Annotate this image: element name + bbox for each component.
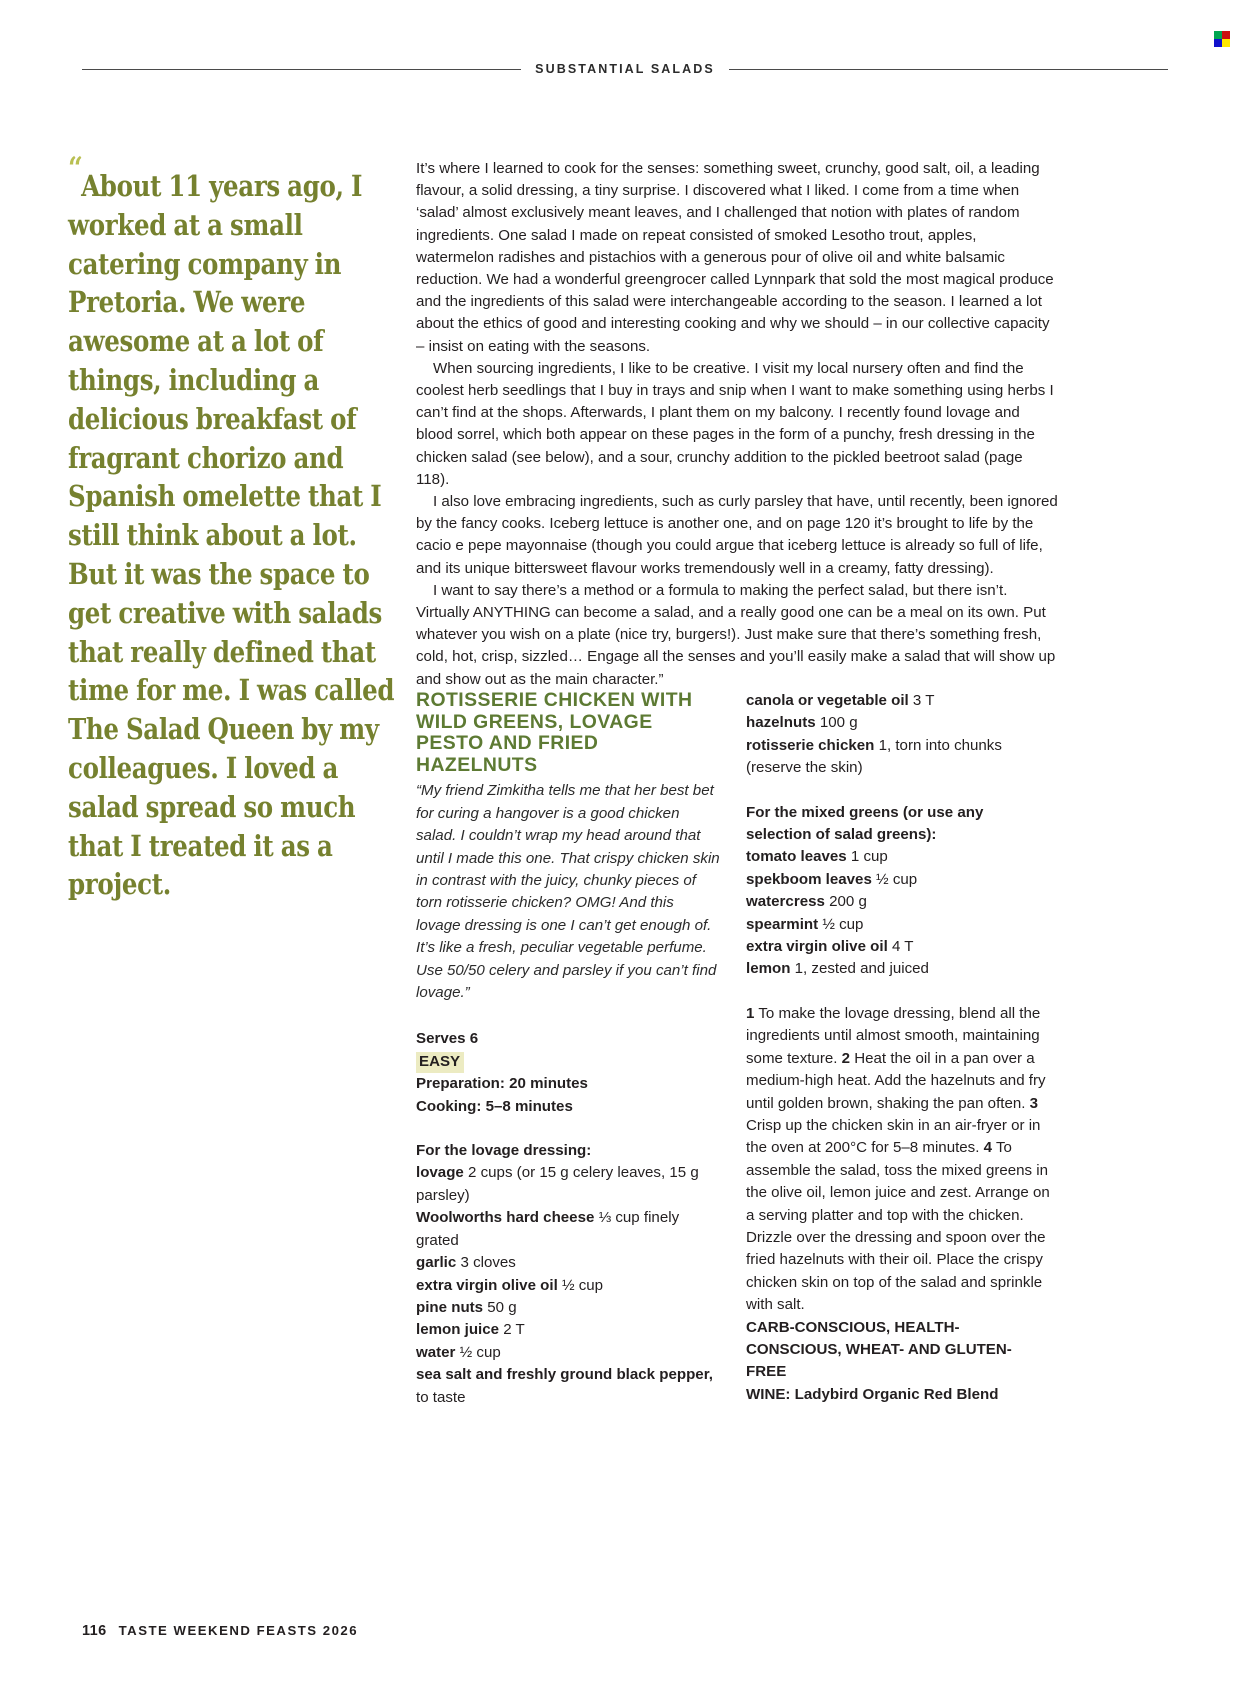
ingredient-quantity: ½ cup: [818, 915, 864, 933]
recipe-column-left: [416, 690, 722, 1409]
page-number: 116: [82, 1623, 107, 1639]
reg-mark-quadrant-yellow: [1222, 39, 1230, 47]
ingredient-name: tomato leaves: [746, 848, 847, 866]
ingredient-item: [416, 1364, 722, 1409]
ingredient-quantity: ⅓ cup finely grated: [416, 1209, 680, 1249]
ingredient-name: sea salt and freshly ground black pepper,: [416, 1366, 713, 1384]
ingredient-name: rotisserie chicken: [746, 736, 875, 754]
ingredient-item: [746, 869, 1052, 891]
recipe-preparation: Preparation: 20 minutes: [416, 1075, 588, 1093]
running-head-rule-left: [82, 69, 521, 70]
ingredient-name: lovage: [416, 1164, 464, 1182]
spacer: [746, 780, 1052, 802]
ingredient-quantity: 3 T: [908, 692, 935, 709]
ingredient-item: [746, 712, 1052, 734]
article-paragraph: When sourcing ingredients, I like to be creative. I visit my local nursery often and find the coolest herb seedlings that I buy in trays and snip when I want to make something using herbs I can’t find at the shops. Afterwards, I plant them on my balcony. I recently found lovage and blood sorrel, which both appear on these pages in the form of a punchy, fresh dressing in the chicken salad (see below), and a sour, crunchy addition to the pickled beetroot salad (page 118).: [416, 359, 1054, 488]
article-paragraph: I also love embracing ingredients, such as curly parsley that have, until recently, been ignored by the fancy cooks. Iceberg lettuce is another one, and on page 120 it’s brought to life by the cacio e pepe mayonnaise (though you could argue that iceberg lettuce is already so full of life, and its unique bittersweet flavour works tremendously well in a creamy, fatty dressing).: [416, 493, 1058, 577]
ingredient-quantity: 1, zested and juiced: [790, 960, 929, 978]
ingredient-name: garlic: [416, 1254, 457, 1272]
article-paragraph: I want to say there’s a method or a formula to making the perfect salad, but there isn’t. Virtually ANYTHING can become a salad, and a really good one can be a meal on its own. Put whatever you wish on a plate (nice try, burgers!). Just make sure that there’s something fresh, cold, hot, crisp, sizzled… Engage all the senses and you’ll easily make a salad that will show up and show out as the main character.”: [416, 581, 1056, 688]
ingredient-quantity: ½ cup: [557, 1276, 604, 1294]
ingredient-item: [746, 846, 1052, 868]
quote-mark-icon: “: [68, 151, 81, 186]
running-head: [82, 62, 1168, 76]
ingredient-item: [746, 735, 1052, 780]
ingredient-quantity: 50 g: [483, 1298, 517, 1316]
ingredient-name: spearmint: [746, 915, 819, 933]
spacer: [416, 1004, 722, 1028]
ingredient-item: [416, 1207, 722, 1252]
ingredient-quantity: 2 cups (or 15 g celery leaves, 15 g parsley): [416, 1164, 699, 1204]
main-ingredient-list: [746, 690, 1052, 780]
ingredient-name: lemon: [746, 960, 791, 978]
pull-quote: [68, 150, 399, 904]
method-step-text: To make the lovage dressing, blend all the ingredients until almost smooth, maintaining some texture.: [746, 1004, 1041, 1067]
recipe-intro: “My friend Zimkitha tells me that her best bet for curing a hangover is a good chicken salad. I couldn’t wrap my head around that until I made this one. That crispy chicken skin in contrast with the juicy, chunky pieces of torn rotisserie chicken? OMG! And this lovage dressing is one I can’t get enough of. It’s like a fresh, peculiar vegetable perfume. Use 50/50 celery and parsley if you can’t find lovage.”: [416, 782, 720, 1002]
ingredient-name: canola or vegetable oil: [746, 692, 909, 709]
ingredient-quantity: ½ cup: [455, 1343, 501, 1361]
ingredient-quantity: 200 g: [824, 893, 867, 911]
ingredient-item: [746, 958, 1052, 980]
dietary-notes: CARB-CONSCIOUS, HEALTH-CONSCIOUS, WHEAT- AND GLUTEN-FREE: [746, 1318, 1012, 1381]
ingredient-item: [416, 1319, 722, 1341]
ingredient-quantity: to taste: [416, 1388, 466, 1406]
recipe-difficulty-row: [416, 1051, 722, 1073]
method-step-text: Heat the oil in a pan over a medium-high heat. Add the hazelnuts and fry until golden brown, shaking the pan often.: [746, 1049, 1046, 1112]
ingredient-name: spekboom leaves: [746, 870, 872, 888]
ingredient-item: [416, 1252, 722, 1274]
pull-quote-text: About 11 years ago, I worked at a small catering company in Pretoria. We were awesome at a lot of things, including a delicious breakfast of fragrant chorizo and Spanish omelette that I still think about a lot. But it was the space to get creative with salads that really defined that time for me. I was called The Salad Queen by my colleagues. I loved a salad spread so much that I treated it as a project.: [68, 169, 395, 902]
ingredient-item: [746, 936, 1052, 958]
recipe-serves: Serves 6: [416, 1030, 479, 1048]
recipe-title: ROTISSERIE CHICKEN WITH WILD GREENS, LOVAGE PESTO AND FRIED HAZELNUTS: [416, 689, 693, 776]
reg-mark-quadrant-blue: [1214, 39, 1222, 47]
page-footer: [82, 1623, 358, 1639]
greens-heading: For the mixed greens (or use any selection of salad greens):: [746, 803, 984, 844]
publication-name: TASTE WEEKEND FEASTS 2026: [118, 1623, 359, 1638]
ingredient-quantity: 4 T: [887, 938, 914, 956]
spacer: [416, 1118, 722, 1140]
method-step-number: 3: [1029, 1094, 1039, 1112]
article-body: [416, 158, 1058, 691]
reg-mark-quadrant-red: [1222, 31, 1230, 39]
ingredient-name: Woolworths hard cheese: [416, 1209, 595, 1227]
running-head-title: SUBSTANTIAL SALADS: [535, 62, 715, 76]
ingredient-item: [746, 914, 1052, 936]
registration-mark: [1214, 31, 1230, 47]
ingredient-name: watercress: [746, 893, 825, 911]
ingredient-quantity: 3 cloves: [456, 1254, 516, 1272]
method-step-number: 1: [746, 1004, 755, 1022]
spacer: [746, 981, 1052, 1003]
wine-pairing-note: WINE: Ladybird Organic Red Blend: [746, 1385, 999, 1403]
ingredient-item: [416, 1342, 722, 1364]
ingredient-item: [746, 891, 1052, 913]
recipe-cooking: Cooking: 5–8 minutes: [416, 1097, 573, 1115]
running-head-rule-right: [729, 69, 1168, 70]
recipe-method: [746, 1003, 1052, 1317]
ingredient-name: hazelnuts: [746, 714, 816, 732]
dressing-heading: For the lovage dressing:: [416, 1142, 592, 1160]
ingredient-quantity: 100 g: [815, 714, 858, 732]
ingredient-quantity: 1, torn into chunks (reserve the skin): [746, 736, 1002, 777]
method-step-number: 2: [841, 1049, 851, 1067]
ingredient-item: [416, 1297, 722, 1319]
greens-ingredient-list: [746, 846, 1052, 980]
method-step-text: Crisp up the chicken skin in an air-fryer or in the oven at 200°C for 5–8 minutes.: [746, 1116, 1041, 1157]
ingredient-name: water: [416, 1343, 456, 1361]
reg-mark-quadrant-green: [1214, 31, 1222, 39]
ingredient-item: [746, 690, 1052, 712]
ingredient-name: extra virgin olive oil: [746, 938, 888, 956]
ingredient-quantity: ½ cup: [871, 870, 918, 888]
ingredient-name: extra virgin olive oil: [416, 1276, 558, 1294]
difficulty-badge: EASY: [416, 1052, 464, 1073]
ingredient-quantity: 1 cup: [846, 848, 888, 866]
ingredient-quantity: 2 T: [499, 1321, 525, 1339]
method-step-text: To assemble the salad, toss the mixed greens in the olive oil, lemon juice and zest. Arrange on a serving platter and top with the chicken. Drizzle over the dressing and spoon over the fried hazelnuts with their oil. Place the crispy chicken skin on top of the salad and sprinkle with salt.: [746, 1139, 1050, 1314]
ingredient-item: [416, 1275, 722, 1297]
ingredient-item: [416, 1162, 722, 1207]
dressing-ingredient-list: [416, 1162, 722, 1408]
method-step-number: 4: [983, 1139, 993, 1157]
ingredient-name: lemon juice: [416, 1321, 500, 1339]
article-paragraph: It’s where I learned to cook for the senses: something sweet, crunchy, good salt, oil, a leading flavour, a solid dressing, a tiny surprise. I discovered what I liked. I come from a time when ‘salad’ almost exclusively meant leaves, and I challenged that notion with plates of random ingredients. One salad I made on repeat consisted of smoked Lesotho trout, apples, watermelon radishes and pistachios with a generous pour of olive oil and white balsamic reduction. We had a wonderful greengrocer called Lynnpark that sold the most magical produce and the ingredients of this salad were interchangeable according to the season. I learned a lot about the ethics of good and interesting cooking and why we should – in our collective capacity – insist on eating with the seasons.: [416, 160, 1054, 355]
recipe-column-right: [746, 690, 1052, 1406]
ingredient-name: pine nuts: [416, 1298, 484, 1316]
